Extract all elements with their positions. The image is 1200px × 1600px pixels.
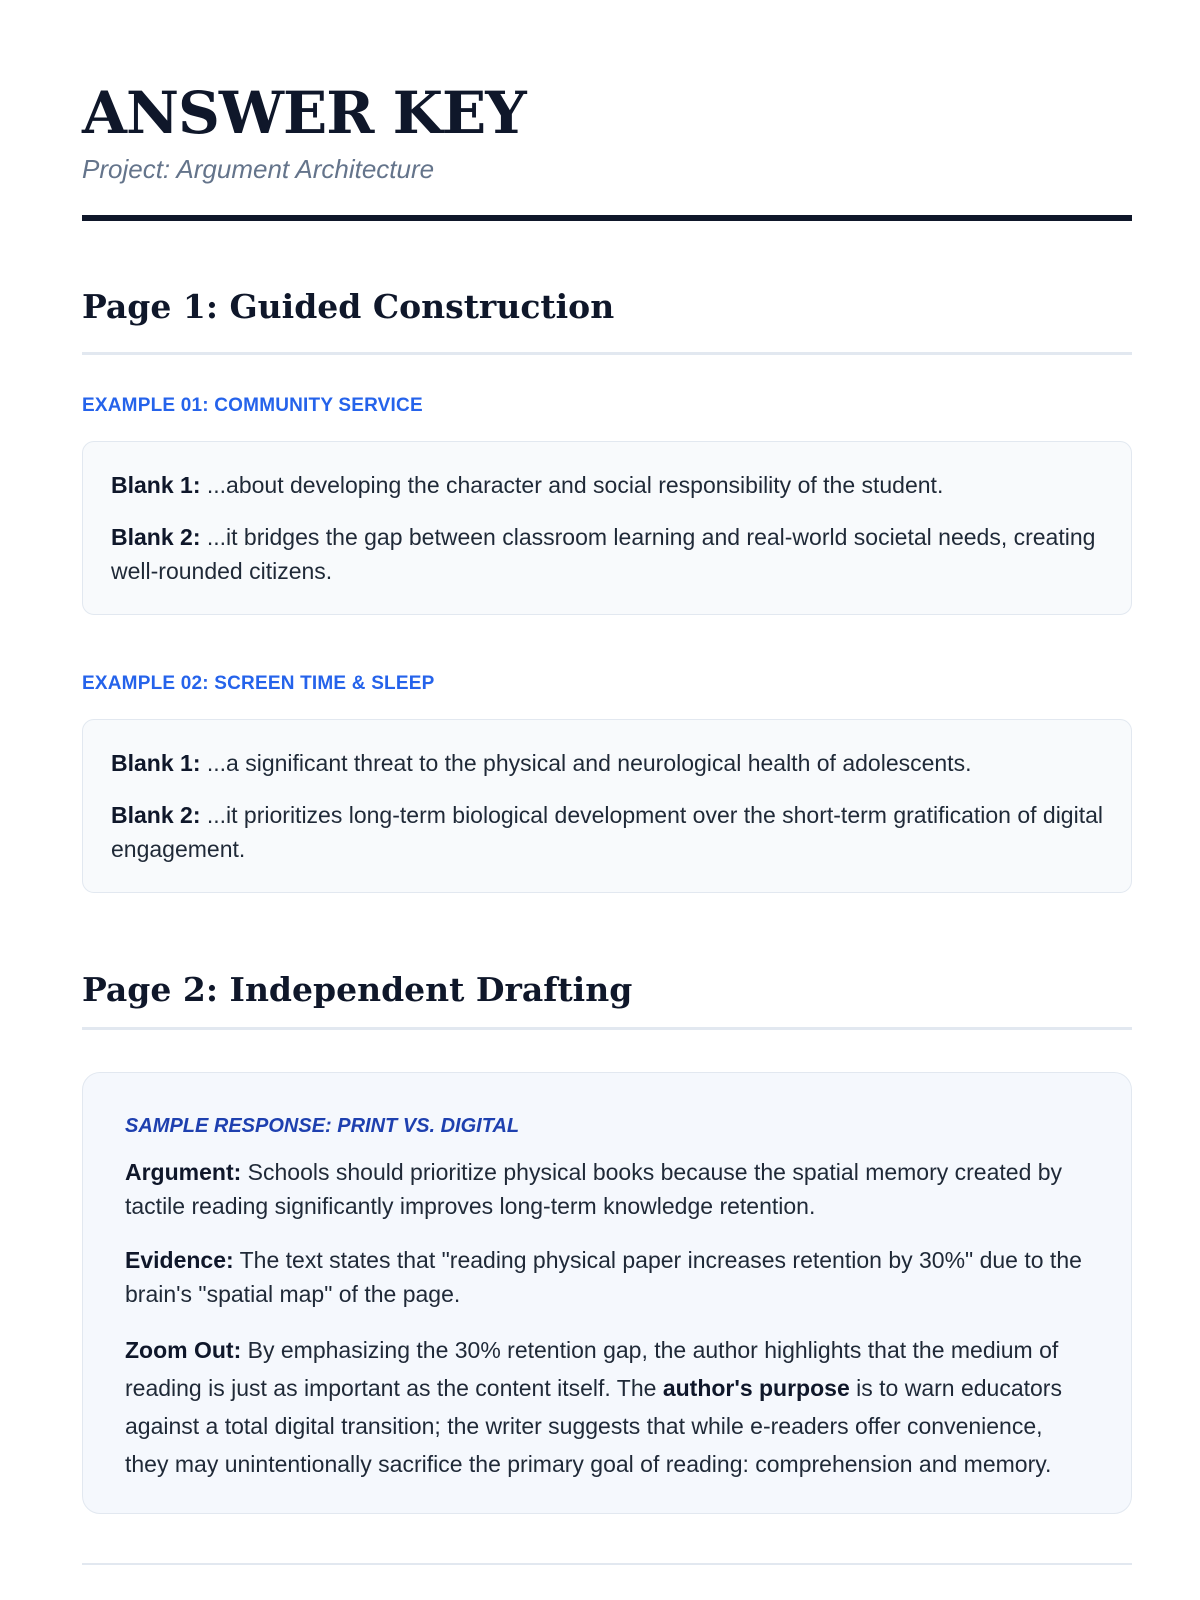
example-02-card xyxy=(82,719,1132,893)
evidence-text: The text states that "reading physical paper increases retention by 30%" due to the brain's "spatial map" of the page. xyxy=(125,1247,1082,1307)
example-02-label: EXAMPLE 02: SCREEN TIME & SLEEP xyxy=(82,673,435,694)
argument-text: Schools should prioritize physical books because the spatial memory created by tactile reading significantly improves long-term knowledge retention. xyxy=(125,1159,1063,1219)
section-divider-page2 xyxy=(82,1027,1132,1030)
zoom-out-text-after: is to warn educators against a total digital transition; the writer suggests that while e-readers offer convenience, they may unintentionally sacrifice the primary goal of reading: comprehension and memory. xyxy=(125,1375,1062,1477)
example-02-blank-1 xyxy=(111,746,1103,780)
section-title-page1: Page 1: Guided Construction xyxy=(82,287,615,326)
zoom-out-bold-phrase: author's purpose xyxy=(662,1375,850,1401)
header-divider xyxy=(82,215,1132,221)
blank-text: ...it bridges the gap between classroom learning and real-world societal needs, creating well-rounded citizens. xyxy=(111,524,1096,584)
blank-label: Blank 2: xyxy=(111,802,201,828)
section-title-page2: Page 2: Independent Drafting xyxy=(82,970,633,1009)
example-01-blank-1 xyxy=(111,468,1103,502)
evidence-paragraph xyxy=(125,1243,1091,1311)
blank-label: Blank 1: xyxy=(111,472,201,498)
example-01-blank-2 xyxy=(111,520,1103,588)
argument-paragraph xyxy=(125,1155,1091,1223)
blank-text: ...a significant threat to the physical and neurological health of adolescents. xyxy=(200,750,972,776)
evidence-label: Evidence: xyxy=(125,1247,234,1273)
sample-response-label: SAMPLE RESPONSE: PRINT VS. DIGITAL xyxy=(125,1115,520,1137)
section-divider-page1 xyxy=(82,352,1132,355)
zoom-out-paragraph xyxy=(125,1331,1091,1483)
bottom-divider xyxy=(82,1563,1132,1565)
blank-label: Blank 1: xyxy=(111,750,201,776)
example-01-card xyxy=(82,441,1132,615)
argument-label: Argument: xyxy=(125,1159,242,1185)
example-01-label: EXAMPLE 01: COMMUNITY SERVICE xyxy=(82,395,423,416)
example-02-blank-2 xyxy=(111,798,1103,866)
sample-response-card xyxy=(82,1072,1132,1514)
zoom-out-label: Zoom Out: xyxy=(125,1337,242,1363)
blank-text: ...about developing the character and social responsibility of the student. xyxy=(200,472,944,498)
zoom-out-text-before: By emphasizing the 30% retention gap, the author highlights that the medium of reading is just as important as the content itself. The xyxy=(125,1337,1059,1401)
blank-label: Blank 2: xyxy=(111,524,201,550)
page-title: ANSWER KEY xyxy=(82,79,526,147)
project-subtitle: Project: Argument Architecture xyxy=(82,154,435,184)
blank-text: ...it prioritizes long-term biological development over the short-term gratification of digital engagement. xyxy=(111,802,1103,862)
